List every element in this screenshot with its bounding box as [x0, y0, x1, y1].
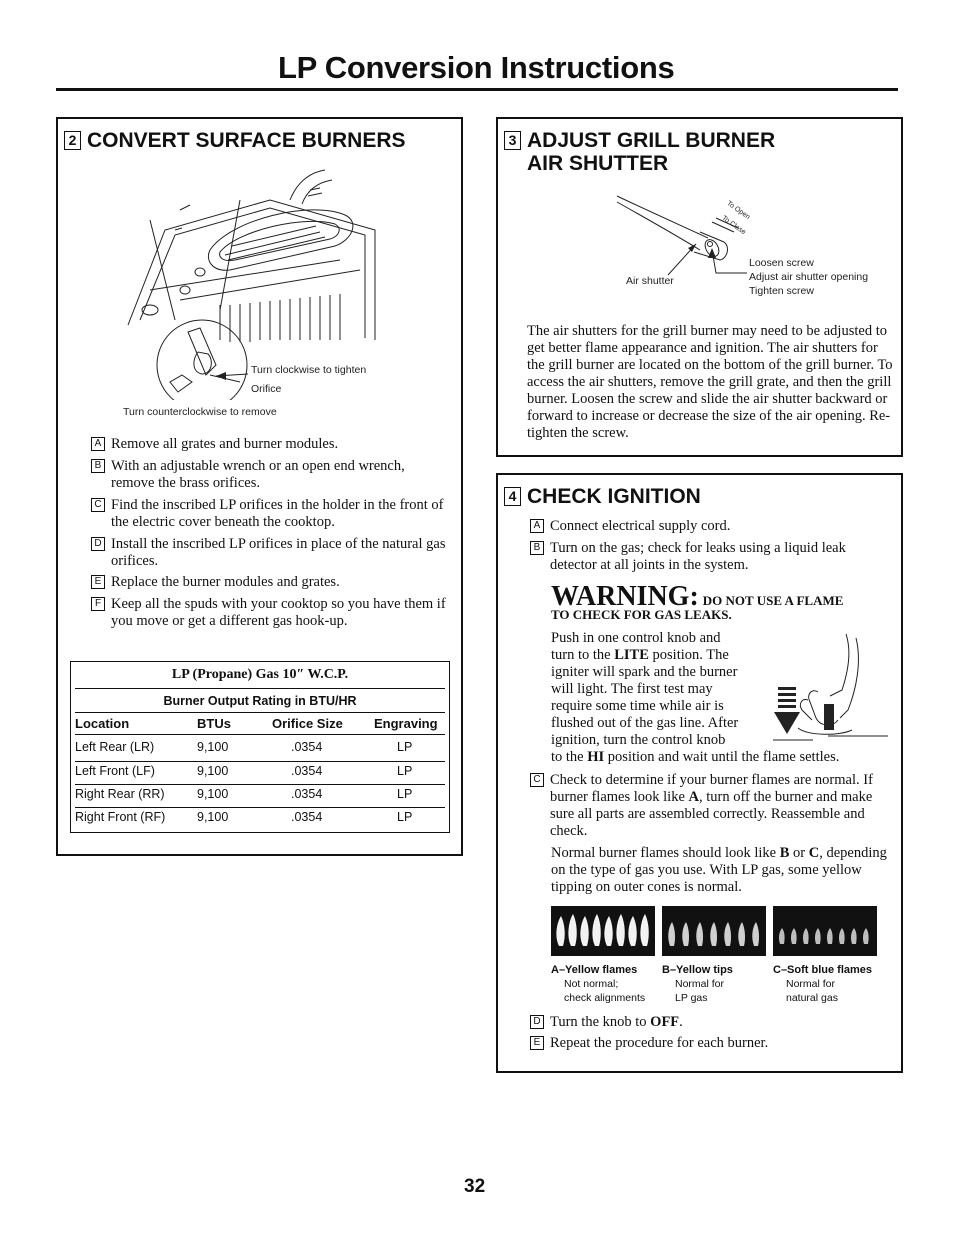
step-4d	[530, 1014, 890, 1031]
table-cell: 9,100	[197, 787, 229, 801]
page-title: LP Conversion Instructions	[278, 50, 675, 85]
burner-output-table	[70, 661, 450, 833]
step-text: Turn the knob to OFF.	[550, 1014, 683, 1030]
table-subtitle: Burner Output Rating in BTU/HR	[163, 694, 357, 708]
title-rule	[56, 88, 898, 91]
step-label: B	[530, 541, 544, 555]
section-title: CONVERT SURFACE BURNERS	[87, 129, 406, 152]
flame-image-yellow	[551, 906, 655, 956]
table-cell: 9,100	[197, 740, 229, 754]
warning-text-1: DO NOT USE A FLAME	[702, 593, 844, 608]
push-line: ignition, turn the control knob	[551, 732, 726, 748]
step-text: Connect electrical supply cord.	[550, 518, 731, 534]
section-title-line2: AIR SHUTTER	[527, 152, 669, 175]
table-cell: 9,100	[197, 810, 229, 824]
section-number: 4	[504, 487, 521, 506]
page-number: 32	[464, 1176, 486, 1197]
push-line: igniter will spark and the burner	[551, 664, 738, 680]
caption-turn-clockwise: Turn clockwise to tighten	[251, 364, 367, 376]
flame-caption-title: A–Yellow flames	[551, 964, 638, 976]
step-text: Repeat the procedure for each burner.	[550, 1035, 769, 1051]
table-header-orifice-size: Orifice Size	[272, 716, 343, 731]
push-line: flushed out of the gas line. After	[551, 715, 739, 731]
step-text: With an adjustable wrench or an open end wrench, remove the brass orifices.	[111, 458, 405, 491]
table-rule	[75, 688, 445, 689]
section-number: 2	[64, 131, 81, 150]
step-label: B	[91, 459, 105, 473]
caption-to-close: To Close	[720, 214, 747, 237]
flame-caption-a: A–Yellow flames Not normal; check alignments	[551, 964, 646, 1004]
step-2e	[91, 574, 451, 591]
table-cell: LP	[397, 810, 413, 824]
push-line: will light. The first test may	[551, 681, 713, 697]
step-4a	[530, 518, 890, 535]
control-knob-illustration	[768, 632, 892, 744]
table-cell: .0354	[291, 740, 323, 754]
caption-orifice: Orifice	[251, 383, 282, 395]
step-label: C	[91, 498, 105, 512]
caption-adjust-opening: Adjust air shutter opening	[749, 271, 869, 283]
table-rule	[75, 761, 445, 762]
section-number: 3	[504, 131, 521, 150]
step-4e	[530, 1035, 890, 1052]
step-2c	[91, 497, 451, 531]
step-2d	[91, 536, 451, 570]
blue-flame-icons	[773, 906, 877, 956]
step-text: Turn on the gas; check for leaks using a liquid leak detector at all joints in the system.	[550, 540, 846, 573]
table-rule	[75, 712, 445, 713]
table-rule	[75, 734, 445, 735]
table-cell: LP	[397, 764, 413, 778]
table-rule	[75, 784, 445, 785]
section-2-heading	[64, 129, 406, 152]
push-line: to the HI position and wait until the flame settles.	[551, 749, 840, 765]
push-line: require some time while air is	[551, 698, 724, 714]
step-label: A	[91, 437, 105, 451]
warning-text-2: TO CHECK FOR GAS LEAKS.	[551, 607, 732, 622]
normal-flames-text: Normal burner flames should look like B or C, depending on the type of gas you use. With LP gas, some yellow tipping on outer cones is normal.	[551, 845, 887, 895]
step-2a	[91, 436, 451, 453]
step-label: E	[530, 1036, 544, 1050]
table-cell: Right Front (RF)	[75, 810, 166, 824]
caption-turn-counterclockwise: Turn counterclockwise to remove	[123, 406, 277, 418]
step-text: Install the inscribed LP orifices in place of the natural gas orifices.	[111, 536, 446, 569]
step-label: E	[91, 575, 105, 589]
caption-air-shutter: Air shutter	[626, 275, 674, 287]
step-2f	[91, 596, 451, 630]
table-cell: LP	[397, 787, 413, 801]
table-cell: .0354	[291, 810, 323, 824]
table-header-engraving: Engraving	[374, 716, 438, 731]
yellow-flame-icons	[551, 906, 655, 956]
step-label: C	[530, 773, 544, 787]
table-cell: .0354	[291, 787, 323, 801]
table-cell: Right Rear (RR)	[75, 787, 165, 801]
step-label: D	[91, 537, 105, 551]
push-line: Push in one control knob and	[551, 630, 721, 646]
section-title-line1: ADJUST GRILL BURNER	[527, 129, 776, 152]
warning-label: WARNING:	[551, 581, 699, 612]
flame-caption-title: B–Yellow tips	[662, 964, 733, 976]
table-cell: Left Rear (LR)	[75, 740, 155, 754]
table-header-location: Location	[75, 716, 130, 731]
caption-tighten-screw: Tighten screw	[749, 285, 814, 297]
step-label: A	[530, 519, 544, 533]
flame-caption-title: C–Soft blue flames	[773, 964, 873, 976]
yellow-tip-flame-icons	[662, 906, 766, 956]
table-rule	[75, 807, 445, 808]
step-text: Check to determine if your burner flames are normal. If burner flames look like A, turn off the burner and make sure all parts are assembled correctly. Reassemble and check.	[550, 772, 873, 839]
flame-image-yellow-tips	[662, 906, 766, 956]
caption-to-open: To Open	[725, 200, 752, 221]
table-cell: Left Front (LF)	[75, 764, 155, 778]
flame-image-soft-blue	[773, 906, 877, 956]
step-label: F	[91, 597, 105, 611]
step-text: Replace the burner modules and grates.	[111, 574, 340, 590]
section-title: CHECK IGNITION	[527, 485, 701, 508]
flame-caption-c: C–Soft blue flames Normal for natural gas	[773, 964, 873, 1004]
step-text: Remove all grates and burner modules.	[111, 436, 339, 452]
table-header-btus: BTUs	[197, 716, 231, 731]
section-3-heading	[504, 129, 775, 175]
table-title: LP (Propane) Gas 10″ W.C.P.	[171, 667, 349, 682]
air-shutter-instructions: The air shutters for the grill burner may need to be adjusted to get better flame appearance and ignition. The air shutters for the grill burner are located on the bottom of the grill burner. To access the air shutters, remove the grill grate, and then the grill burner. Loosen the screw and slide the air shutter backward or forward to increase or decrease the size of the air opening. Re-tighten the screw.	[527, 323, 893, 441]
step-4c	[530, 772, 890, 840]
step-4b	[530, 540, 890, 574]
caption-loosen-screw: Loosen screw	[749, 257, 814, 269]
flame-caption-b: B–Yellow tips Normal for LP gas	[662, 964, 733, 1004]
step-2b	[91, 458, 451, 492]
table-cell: 9,100	[197, 764, 229, 778]
section-4-heading	[504, 485, 701, 508]
step-text: Find the inscribed LP orifices in the holder in the front of the electric cover beneath the cooktop.	[111, 497, 444, 530]
table-cell: .0354	[291, 764, 323, 778]
table-cell: LP	[397, 740, 413, 754]
step-label: D	[530, 1015, 544, 1029]
step-text: Keep all the spuds with your cooktop so you have them if you move or get a different gas hook-up.	[111, 596, 446, 629]
push-line: turn to the LITE position. The	[551, 647, 729, 663]
